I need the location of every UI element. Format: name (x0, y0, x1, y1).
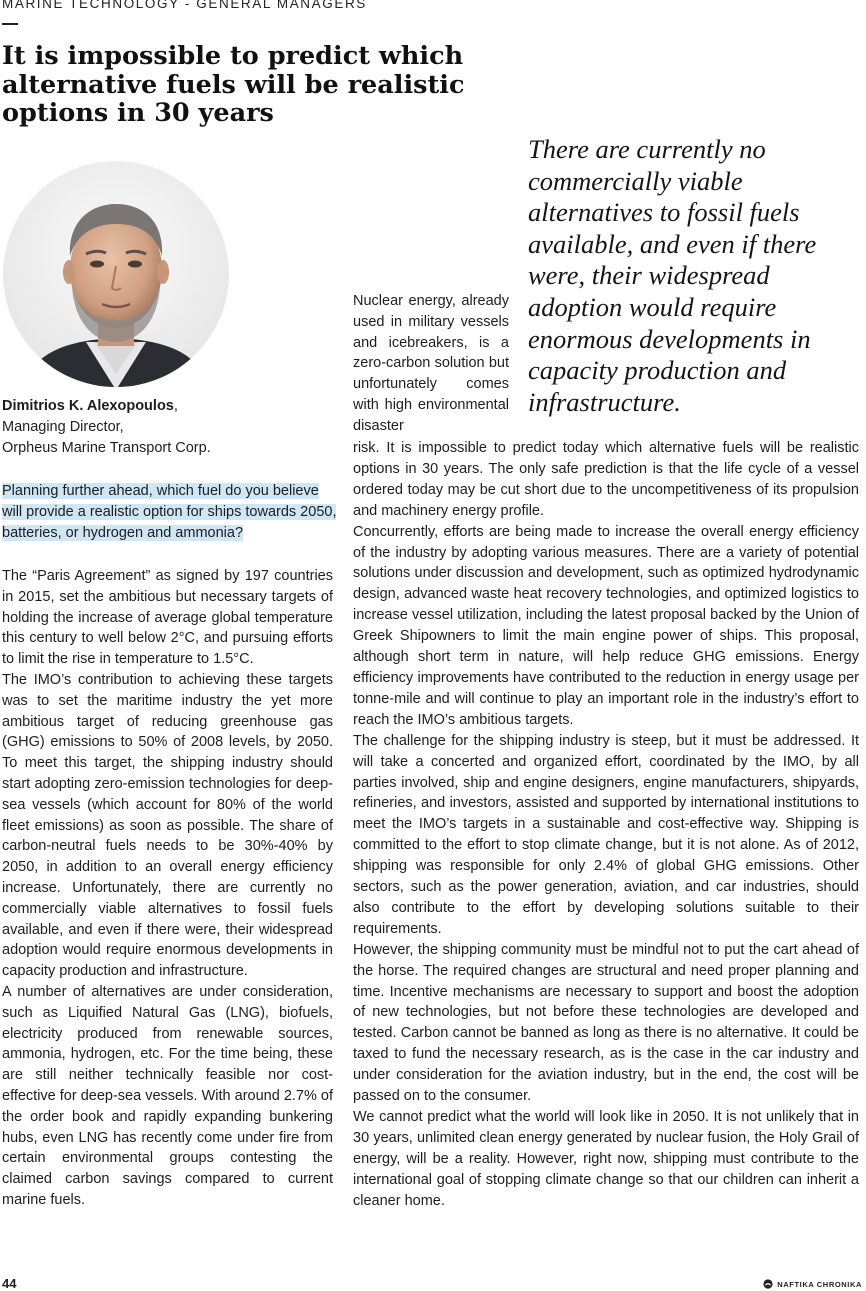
page-number: 44 (2, 1276, 17, 1291)
pull-quote: There are currently no commercially viable alternatives to fossil fuels available, and even if there were, their widespread adoption would require enormous developments in capacity production and infrastructure. (528, 134, 817, 417)
name-comma: , (173, 398, 178, 414)
paragraph: Nuclear energy, already used in military vessels and icebreakers, is a zero-carbon solution but unfortunately comes with high environmental disaster (353, 293, 509, 434)
left-column (2, 566, 333, 1211)
nuclear-intro (353, 291, 509, 437)
right-column (353, 438, 859, 1212)
author-byline (2, 396, 332, 459)
kicker-divider (2, 23, 18, 25)
author-company: Orpheus Marine Transport Corp. (2, 440, 211, 456)
paragraph: The IMO’s contribution to achieving these targets was to set the maritime industry the yet more ambitious target of reducing greenhouse gas (GHG) emissions to 50% of 2008 levels, by 2050. To meet this target, the shipping industry should start adopting zero-emission technologies for deep-sea vessels (which account for 80% of the world fleet emissions) as soon as possible. The share of carbon-neutral fuels needs to be 30%-40% by 2050, in addition to an overall energy efficiency increase. Unfortunately, there are currently no commercially viable alternatives to fossil fuels available, and even if there were, their widespread adoption would require enormous developments in capacity production and infrastructure. (2, 671, 333, 980)
author-portrait (2, 160, 230, 390)
interview-question-text: Planning further ahead, which fuel do you believe will provide a realistic option for ships towards 2050, batteries, or hydrogen and ammonia? (2, 483, 337, 541)
article-headline: It is impossible to predict which alternative fuels will be realistic options in 30 years (2, 41, 465, 128)
author-title: Managing Director, (2, 419, 124, 435)
paragraph: We cannot predict what the world will look like in 2050. It is not unlikely that in 30 years, unlimited clean energy generated by nuclear fusion, the Holy Grail of energy, will be a reality. However, right now, shipping must contribute to the international goal of stopping climate change so that our children can inherit a cleaner home. (353, 1109, 859, 1209)
paragraph: A number of alternatives are under consideration, such as Liquified Natural Gas (LNG), biofuels, electricity produced from renewable sources, ammonia, hydrogen, etc. For the time being, these are still neither technically feasible nor cost-effective for deep-sea vessels. With around 2.7% of the order book and rapidly expanding bunkering hubs, even LNG has recently come under fire from certain environmental groups contesting the claimed carbon savings compared to current marine fuels. (2, 983, 333, 1208)
author-name: Dimitrios K. Alexopoulos (2, 398, 174, 414)
paragraph: The challenge for the shipping industry is steep, but it must be addressed. It will take a concerted and organized effort, coordinated by the IMO, by all parties involved, ship and engine designers, engine manufacturers, shipyards, refineries, and investors, assisted and supported by international institutions to meet the IMO’s targets in a sustainable and cost-effective way. Shipping is committed to the effort to stop climate change, but it is not alone. As of 2012, shipping was responsible for only 2.4% of global GHG emissions. Other sectors, such as the power generation, aviation, and car industries, should also contribute to the effort by developing solutions suitable to their requirements. (353, 732, 859, 937)
section-kicker: MARINE TECHNOLOGY - GENERAL MANAGERS (2, 0, 367, 11)
brand-name: NAFTIKA CHRONIKA (777, 1279, 862, 1289)
paragraph: risk. It is impossible to predict today which alternative fuels will be realistic options in 30 years. The only safe prediction is that the life cycle of a vessel ordered today may be cut short due to the uncompetitiveness of its propulsion and machinery energy profile. (353, 440, 859, 519)
paragraph: Concurrently, efforts are being made to increase the overall energy efficiency of the industry by adopting various measures. There are a variety of potential solutions under discussion and development, such as optimized hydrodynamic design, advanced waste heat recovery technologies, and optimized logistics to increase vessel utilization, including the latest proposal backed by the Union of Greek Shipowners to limit the main engine power of ships. This proposal, although short term in nature, will help reduce GHG emissions. Energy efficiency improvements have contributed to the reduction in energy usage per tonne-mile and will continue to play an important role in the industry’s effort to reach the IMO’s ambitious targets. (353, 523, 859, 728)
publication-brand (763, 1279, 862, 1289)
interview-question (2, 481, 342, 544)
paragraph: The “Paris Agreement” as signed by 197 countries in 2015, set the ambitious but necessary targets of holding the increase of average global temperature this century to well below 2°C, and pursuing efforts to limit the rise in temperature to 1.5°C. (2, 568, 333, 668)
brand-logo-icon (763, 1279, 773, 1289)
paragraph: However, the shipping community must be mindful not to put the cart ahead of the horse. The required changes are structural and need proper planning and time. Incentive mechanisms are necessary to support and boost the adoption of new technologies, but not before these technologies are developed and tested. Carbon cannot be banned as long as there is no alternative. It could be taxed to fund the necessary research, as is the case in the car industry and under consideration for the aviation industry, but in the end, the cost will be passed on to the consumer. (353, 941, 859, 1105)
